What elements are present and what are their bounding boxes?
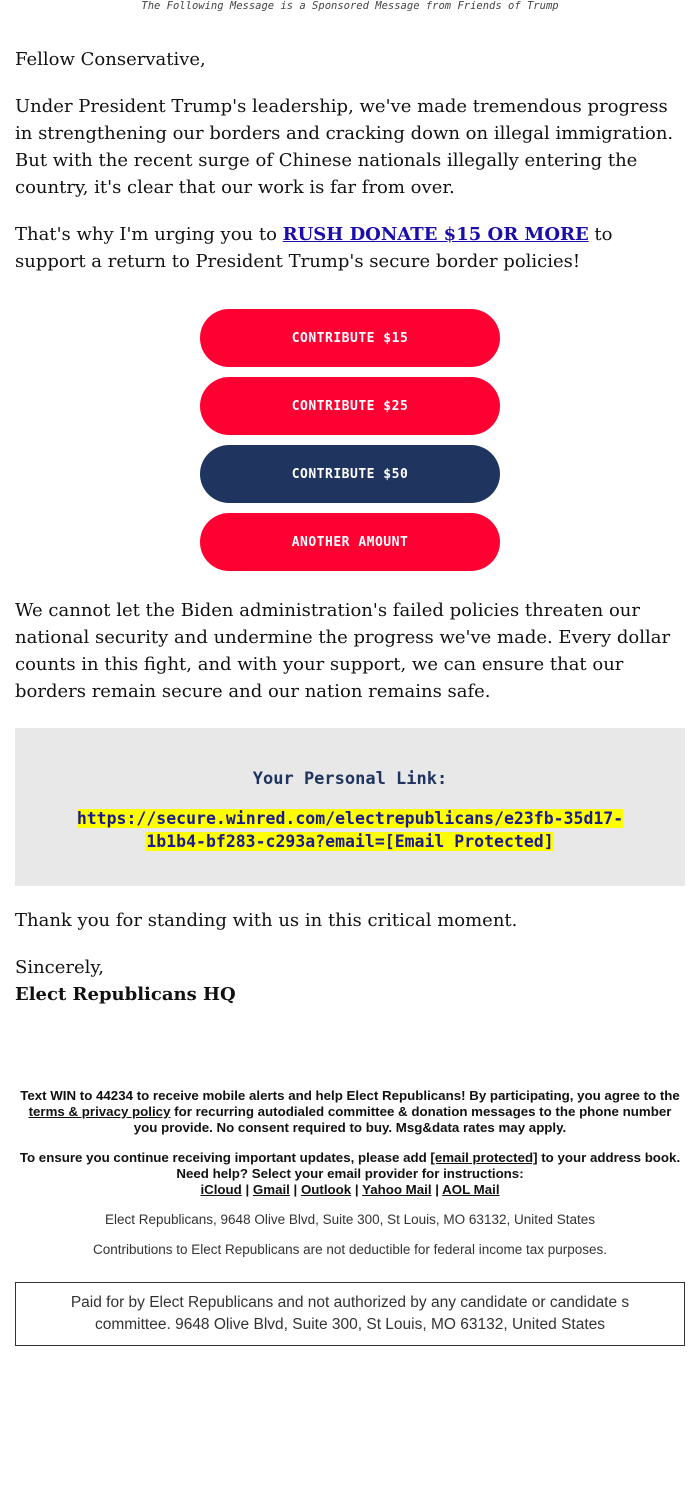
letter-closing — [0, 907, 700, 1008]
letter-body — [0, 46, 700, 275]
letter-body-continued — [0, 597, 700, 705]
terms-privacy-link[interactable]: terms & privacy policy — [28, 1104, 171, 1119]
thanks-line: Thank you for standing with us in this critical moment. — [15, 910, 518, 931]
paragraph-donate — [15, 221, 685, 275]
closing-word: Sincerely, — [15, 957, 104, 978]
text-win-notice — [15, 1088, 685, 1136]
personal-link-line2[interactable]: 1b1b4-bf283-c293a?email=[Email Protected] — [146, 832, 554, 851]
provider-separator: | — [241, 1182, 253, 1197]
provider-link-icloud[interactable]: iCloud — [200, 1182, 242, 1197]
paid-for-disclaimer: Paid for by Elect Republicans and not authorized by any candidate or candidate s committee. 9648 Olive Blvd, Suite 300, St Louis, MO 63132, United States — [15, 1282, 685, 1346]
provider-separator: | — [431, 1182, 443, 1197]
signer-name: Elect Republicans HQ — [15, 984, 236, 1005]
personal-link-url[interactable] — [30, 807, 670, 853]
contribute-15-button[interactable]: CONTRIBUTE $15 — [200, 309, 500, 367]
personal-link-line1[interactable]: https://secure.winred.com/electrepublicans/e23fb-35d17- — [76, 809, 624, 828]
personal-link-box — [15, 728, 685, 886]
greeting: Fellow Conservative, — [15, 49, 206, 70]
paragraph-donate-before: That's why I'm urging you to — [15, 224, 283, 245]
sponsor-line: The Following Message is a Sponsored Message from Friends of Trump — [141, 0, 559, 12]
footer-address: Elect Republicans, 9648 Olive Blvd, Suite 300, St Louis, MO 63132, United States — [104, 1212, 596, 1227]
updates-notice — [15, 1150, 685, 1198]
paragraph-security: We cannot let the Biden administration's failed policies threaten our national security and undermine the progress we've made. Every dollar counts in this fight, and with your support, we can ensure that our borders remain secure and our nation remains safe. — [15, 600, 671, 702]
contribute-50-button[interactable]: CONTRIBUTE $50 — [200, 445, 500, 503]
text-win-after: for recurring autodialed committee & donation messages to the phone number you provide. No consent required to buy. Msg&data rates may apply. — [133, 1104, 672, 1135]
personal-link-title: Your Personal Link: — [252, 769, 448, 789]
provider-link-yahoo[interactable]: Yahoo Mail — [362, 1182, 432, 1197]
text-win-before: Text WIN to 44234 to receive mobile alerts and help Elect Republicans! By participating, you agree to the — [20, 1088, 680, 1103]
provider-link-outlook[interactable]: Outlook — [300, 1182, 352, 1197]
provider-separator: | — [289, 1182, 301, 1197]
provider-links — [200, 1182, 499, 1197]
email-protected-link[interactable]: [email protected] — [430, 1150, 538, 1165]
another-amount-button[interactable]: ANOTHER AMOUNT — [200, 513, 500, 571]
footer — [0, 1088, 700, 1258]
contribute-buttons — [0, 309, 700, 581]
closing-block — [15, 954, 685, 1008]
updates-after: to your address book. Need help? Select your email provider for instructions: — [176, 1150, 681, 1181]
tax-notice: Contributions to Elect Republicans are not deductible for federal income tax purposes. — [92, 1242, 608, 1257]
contribute-25-button[interactable]: CONTRIBUTE $25 — [200, 377, 500, 435]
paragraph-intro: Under President Trump's leadership, we've made tremendous progress in strengthening our borders and cracking down on illegal immigration. But with the recent surge of Chinese nationals illegally entering the country, it's clear that our work is far from over. — [15, 96, 674, 198]
paragraph-donate-after: to support a return to President Trump's secure border policies! — [15, 224, 613, 272]
provider-link-aol[interactable]: AOL Mail — [442, 1182, 500, 1197]
updates-before: To ensure you continue receiving important updates, please add — [19, 1150, 431, 1165]
provider-link-gmail[interactable]: Gmail — [252, 1182, 290, 1197]
provider-separator: | — [351, 1182, 363, 1197]
rush-donate-link[interactable]: RUSH DONATE $15 OR MORE — [282, 224, 589, 245]
